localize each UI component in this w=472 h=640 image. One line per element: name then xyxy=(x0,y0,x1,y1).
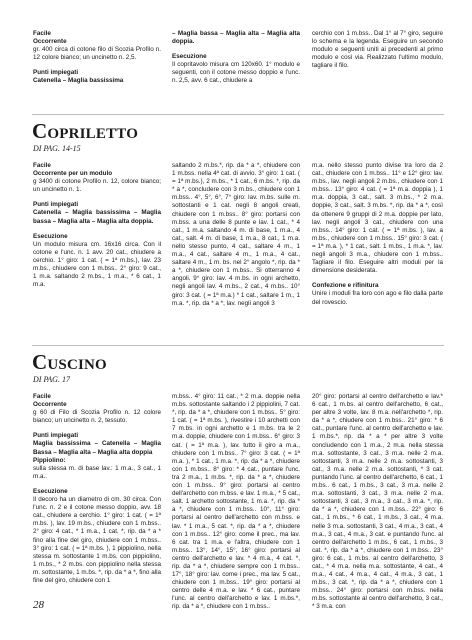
copriletto-column-2 xyxy=(172,162,300,315)
materials-text: gr. 400 circa di cotone filo di Scozia Profilo n. 12 colore bianco; un uncinetto n. 2,5. xyxy=(33,46,161,62)
execution-text: Il copritavolo misura cm 120x60. 1° modulo e seguenti, con il cotone messo doppio e l'unc. n. 2,5, avv. 6 cat., chiudere a xyxy=(172,61,300,85)
stitches-heading: Punti impiegati xyxy=(33,432,79,440)
copriletto-column-3 xyxy=(312,162,443,314)
execution-text-continued: m.a. nello stesso punto divise tra loro da 2 cat., chiudere con 1 m.bss.. 11° e 12° giro: lav. m.bs., lav. negli angoli 2 m.bs., chiudere con 1 m.bss.. 13° giro: 4 cat. ( = 1ª m.a. doppia ), 1 m.a. doppia, 3 cat., salt. 3 m.bs., * 2 m.a. doppie, 3 cat., salt. 3 m.bs. *, rip. da * a *, così da ottenere 9 gruppi di 2 m.a. doppie per lato, lav. negli angoli 3 cat., chiudere con una m.bss.. 14° giro: 1 cat. ( = 1ª m.bs. ), lav. a m.bs., chiudere con 1 m.bss.. 15° giro: 3 cat. ( = 1ª m.a. ), * 1 cat., salt. 1 m.bs., 1 m.a. *, lav. negli angoli 3 m.a., chiudere con 1 m.bss.. Tagliare il filo. Eseguire altri moduli per la dimensione desiderata. xyxy=(312,162,443,275)
pippiolino-text: sulla stessa m. di base lav.: 1 m.a., 3 cat., 1 m.a.. xyxy=(33,464,161,480)
materials-heading: Occorrente per un modulo xyxy=(33,170,113,178)
top-column-3 xyxy=(312,30,443,77)
materials-heading: Occorrente xyxy=(33,38,67,46)
materials-heading: Occorrente xyxy=(33,401,67,409)
materials-text: g 3400 di cotone Profilo n. 12, colore bianco; un uncinetto n. 1. xyxy=(33,178,161,194)
difficulty-label: Facile xyxy=(33,393,51,400)
section-title-cuscino: Cuscino xyxy=(32,350,107,374)
stitches-text: Catenella – Maglia bassissima xyxy=(33,77,124,85)
stitches-text: Maglia bassissima – Catenella – Maglia Bassa – Maglia alta – Maglia alta doppia xyxy=(33,440,161,456)
section-subtitle-copriletto: DI PAG. 14-15 xyxy=(33,144,81,153)
top-column-1 xyxy=(33,30,161,93)
page-number: 28 xyxy=(33,599,44,611)
cuscino-column-3 xyxy=(312,393,443,619)
section-title-copriletto: Copriletto xyxy=(32,119,139,143)
pippiolino-heading: Pippiolino: xyxy=(33,456,66,464)
finishing-text: Unire i moduli fra loro con ago e filo dalla parte del rovescio. xyxy=(312,290,443,306)
stitches-heading: Punti impiegati xyxy=(33,69,79,77)
execution-text: Il decoro ha un diametro di cm. 30 circa. Con l'unc. n. 2 e il cotone messo doppio, avv. 18 cat., chiudere a cerchio. 1° giro: 1 cat. ( = 1ª m.bs. ), lav. 19 m.bs., chiudere con 1 m.bss.. 2° giro: 4 cat., * 1 m.a., 1 cat. *, rip. da * a * fino alla fine del giro, chiudere con 1 m.bss.. 3° giro: 1 cat. ( = 1ª m.bs. ), 1 pippiolino, nella stessa m. sottostante 1 m.bs. con pippiolino, 1 m.bs., * 2 m.bs. con pippiolino nella stessa m. sottostante, 1 m.bs. *, rip. da * a *, fino alla fine del giro, chiudere con 1 xyxy=(33,496,161,584)
execution-text-continued: 20° giro: portarsi al centro dell'archetto e lav.* 6 cat., 1 m.bs. al centro dell'archetto, 6 cat., per altre 3 volte, lav. 8 m.a. nell'archetto *, rip. da * a *, chiudere con 1 m.bss.. 21° giro: * 6 cat., puntare l'unc. al centro dell'archetto e lav. 1 m.bs.*, rip. da * a * per altre 3 volte concludendo con 1 m.a., 2 m.a. nella stessa m.a. sottostante, 3 cat., 3 m.a. nelle 2 m.a. sottostanti, 3 m.a. nelle 2 m.a. sottostanti, 3 cat., 3 m.a. nelle 2 m.a. sottostanti, * 3 cat. puntando l'unc. al centro dell'archetto, 6 cat., 1 m.bs.. 6 cat., 1 m.bs., 3 cat., 3 m.a. nelle 2 m.a. sottostanti, 3 cat., 3 m.a. nelle 2 m.a. sottostanti, 3 cat., 3 m.a., 3 cat., 3 m.a. *, rip. da * a *, chiudere con 1 m.bss.. 22° giro: 6 cat., 1 m.bs., * 6 cat., 1 m.bs., 3 cat., 4 m.a. nelle 3 m.a. sottostanti, 3 cat., 4 m.a., 3 cat., 4 m.a., 3 cat., 4 m.a., 3 cat. e puntando l'unc. al centro dell'archetto 1 m.bs., 6 cat., 1 m.bs., 3 cat. *, rip. da * a *, chiudere con 1 m.bss.. 23° giro: 6 cat., 1 m.bs. al centro dell'archetto, 3 cat., * 4 m.a. nella m.a. sottostante, 4 cat., 4 m.a., 4 cat., 4 m.a., 4 cat., 4 m.a., 3 cat., 1 m.bs., 3 cat. *, rip. da * a *, chiudere con 1 m.bss.. 24° giro: portarsi con m.bss. nella m.bs. sottostante al centro dell'archetto, 3 cat., * 3 m.a. con xyxy=(312,393,443,611)
section-divider xyxy=(32,114,444,115)
difficulty-label: Facile xyxy=(33,30,51,37)
difficulty-label: Facile xyxy=(33,162,51,169)
copriletto-column-1 xyxy=(33,162,161,296)
top-column-2 xyxy=(172,30,300,93)
stitches-heading: Punti impiegati xyxy=(33,201,79,209)
materials-text: g 60 di Filo di Scozia Profilo n. 12 colore bianco; un uncinetto n. 2, tessuto. xyxy=(33,409,161,425)
execution-text-continued: m.bss.. 4° giro: 11 cat., * 2 m.a. doppie nella m.bs. sottostante saltando i 2 pippiolini, 7 cat. *, rip. da * a *, chiudere con 1 m.bss.. 5° giro: 1 cat. ( = 1ª m.bs. ), rivestire i 10 archetti con 7 m.bs. in ogni archetto e 1 m.bs. tra le 2 m.a. doppie, chiudere con 1 m.bss.. 6° giro: 3 cat. ( = 1ª m.a. ), lav. tutto il giro a m.a., chiudere con 1 m.bss.. 7° giro: 3 cat. ( = 1ª m.a. ), * 1 cat., 1 m.a. *, rip. da * a *, chiudere con 1 m.bss.. 8° giro: * 4 cat., puntare l'unc. tra 2 m.a., 1 m.bs. *, rip. da * a *, chiudere con 1 m.bss.. 9° giro: portarsi al centro dell'archetto con m.bss. e lav. 1 m.a., * 5 cat., salt. 1 archetto sottostante, 1 m.a. *, rip. da * a *, chiudere con 1 m.bss.. 10°, 11° giro: portarsi al centro dell'archetto con m.bss. e lav. * 1 m.a., 5 cat. *, rip. da * a *, chiudere con 1 m.bss.. 12° giro: come il prec., ma lav. 6 cat. tra 1 m.a. e l'altra, chiudere con 1 m.bss.. 13°, 14°, 15°, 16° giro: portarsi al centro dell'archetto e lav. * 4 m.a., 4 cat. *, rip. da * a *, chiudere sempre con 1 m.bss.. 17°, 18° giro: lav. come i prec., ma lav. 5 cat., chiudere con 1 m.bss.. 19° giro: portarsi al centro delle 4 m.a. e lav. * 6 cat., puntare l'unc. al centro dell'archetto e lav. 1 m.bs.*, rip. da * a *, chiudere con 1 m.bss.. xyxy=(172,393,300,611)
execution-text-continued: cerchio con 1 m.bss.. Dal 1° al 7° giro, seguire lo schema e la legenda. Eseguire un secondo modulo e seguenti uniti ai precedenti al primo modulo e così via. Realizzato l'ultimo modulo, tagliare il filo. xyxy=(312,30,443,70)
stitches-text-continued: – Maglia bassa – Maglia alta – Maglia alta doppia. xyxy=(172,30,300,46)
execution-heading: Esecuzione xyxy=(33,232,68,240)
finishing-heading: Confezione e rifinitura xyxy=(312,282,379,290)
stitches-text: Catenella – Maglia bassissima – Maglia bassa – Maglia alta – Maglia alta doppia. xyxy=(33,209,161,225)
cuscino-column-2 xyxy=(172,393,300,619)
execution-text: Un modulo misura cm. 16x16 circa. Con il cotone e l'unc. n. 1 avv. 20 cat., chiudere a cerchio. 1° giro: 1 cat. ( = 1ª m.bs.), lav. 23 m.bs., chiudere con 1 m.bss.. 2° giro: 9 cat., 1 m.a. saltando 2 m.bs., 1 m.a., * 6 cat., 1 m.a. xyxy=(33,240,161,289)
section-subtitle-cuscino: DI PAG. 17 xyxy=(33,375,70,384)
execution-heading: Esecuzione xyxy=(172,53,207,61)
section-divider xyxy=(32,345,444,346)
execution-heading: Esecuzione xyxy=(33,487,68,495)
cuscino-column-1 xyxy=(33,393,161,592)
execution-text-continued: saltando 2 m.bs.*, rip. da * a *, chiudere con 1 m.bss. nella 4ª cat. di avvio. 3° giro: 1 cat. ( = 1ª m.bs.), 2 m.bs., * 1 cat., 6 m.bs. *, rip. da * a *, concludere con 3 m.bs., chiudere con 1 m.bss.. 4°, 5°, 6°, 7° giro: lav. m.bs. sulle m. sottostanti e 1 cat. negli 8 angoli creati, chiudere con 1 m.bss.. 8° giro: portarsi con m.bss. a una delle 8 punte e lav. 1 cat., * 4 cat., 1 m.a. saltando 4 m. di base, 1 m.a., 4 cat., salt. 4 m. di base, 1 m.a., 8 cat., 1 m.a. nello stesso punto, 4 cat., saltare 4 m., 1 m.a., 4 cat., saltare 4 m., 1 m.a., 4 cat., saltare 4 m., 1 m. bs. nel 2° angolo *, rip. da * a *, chiudere con 1 m.bss.. Si otterranno 4 angoli. 9° giro: lav. 4 m.bs. in ogni archetto, negli angoli lav. 4 m.bs., 2 cat., 4 m.bs.. 10° giro: 3 cat. ( = 1ª m.a.) * 1 cat., saltare 1 m., 1 m.a. *, rip. da * a *, lav. negli angoli 3 xyxy=(172,162,300,307)
